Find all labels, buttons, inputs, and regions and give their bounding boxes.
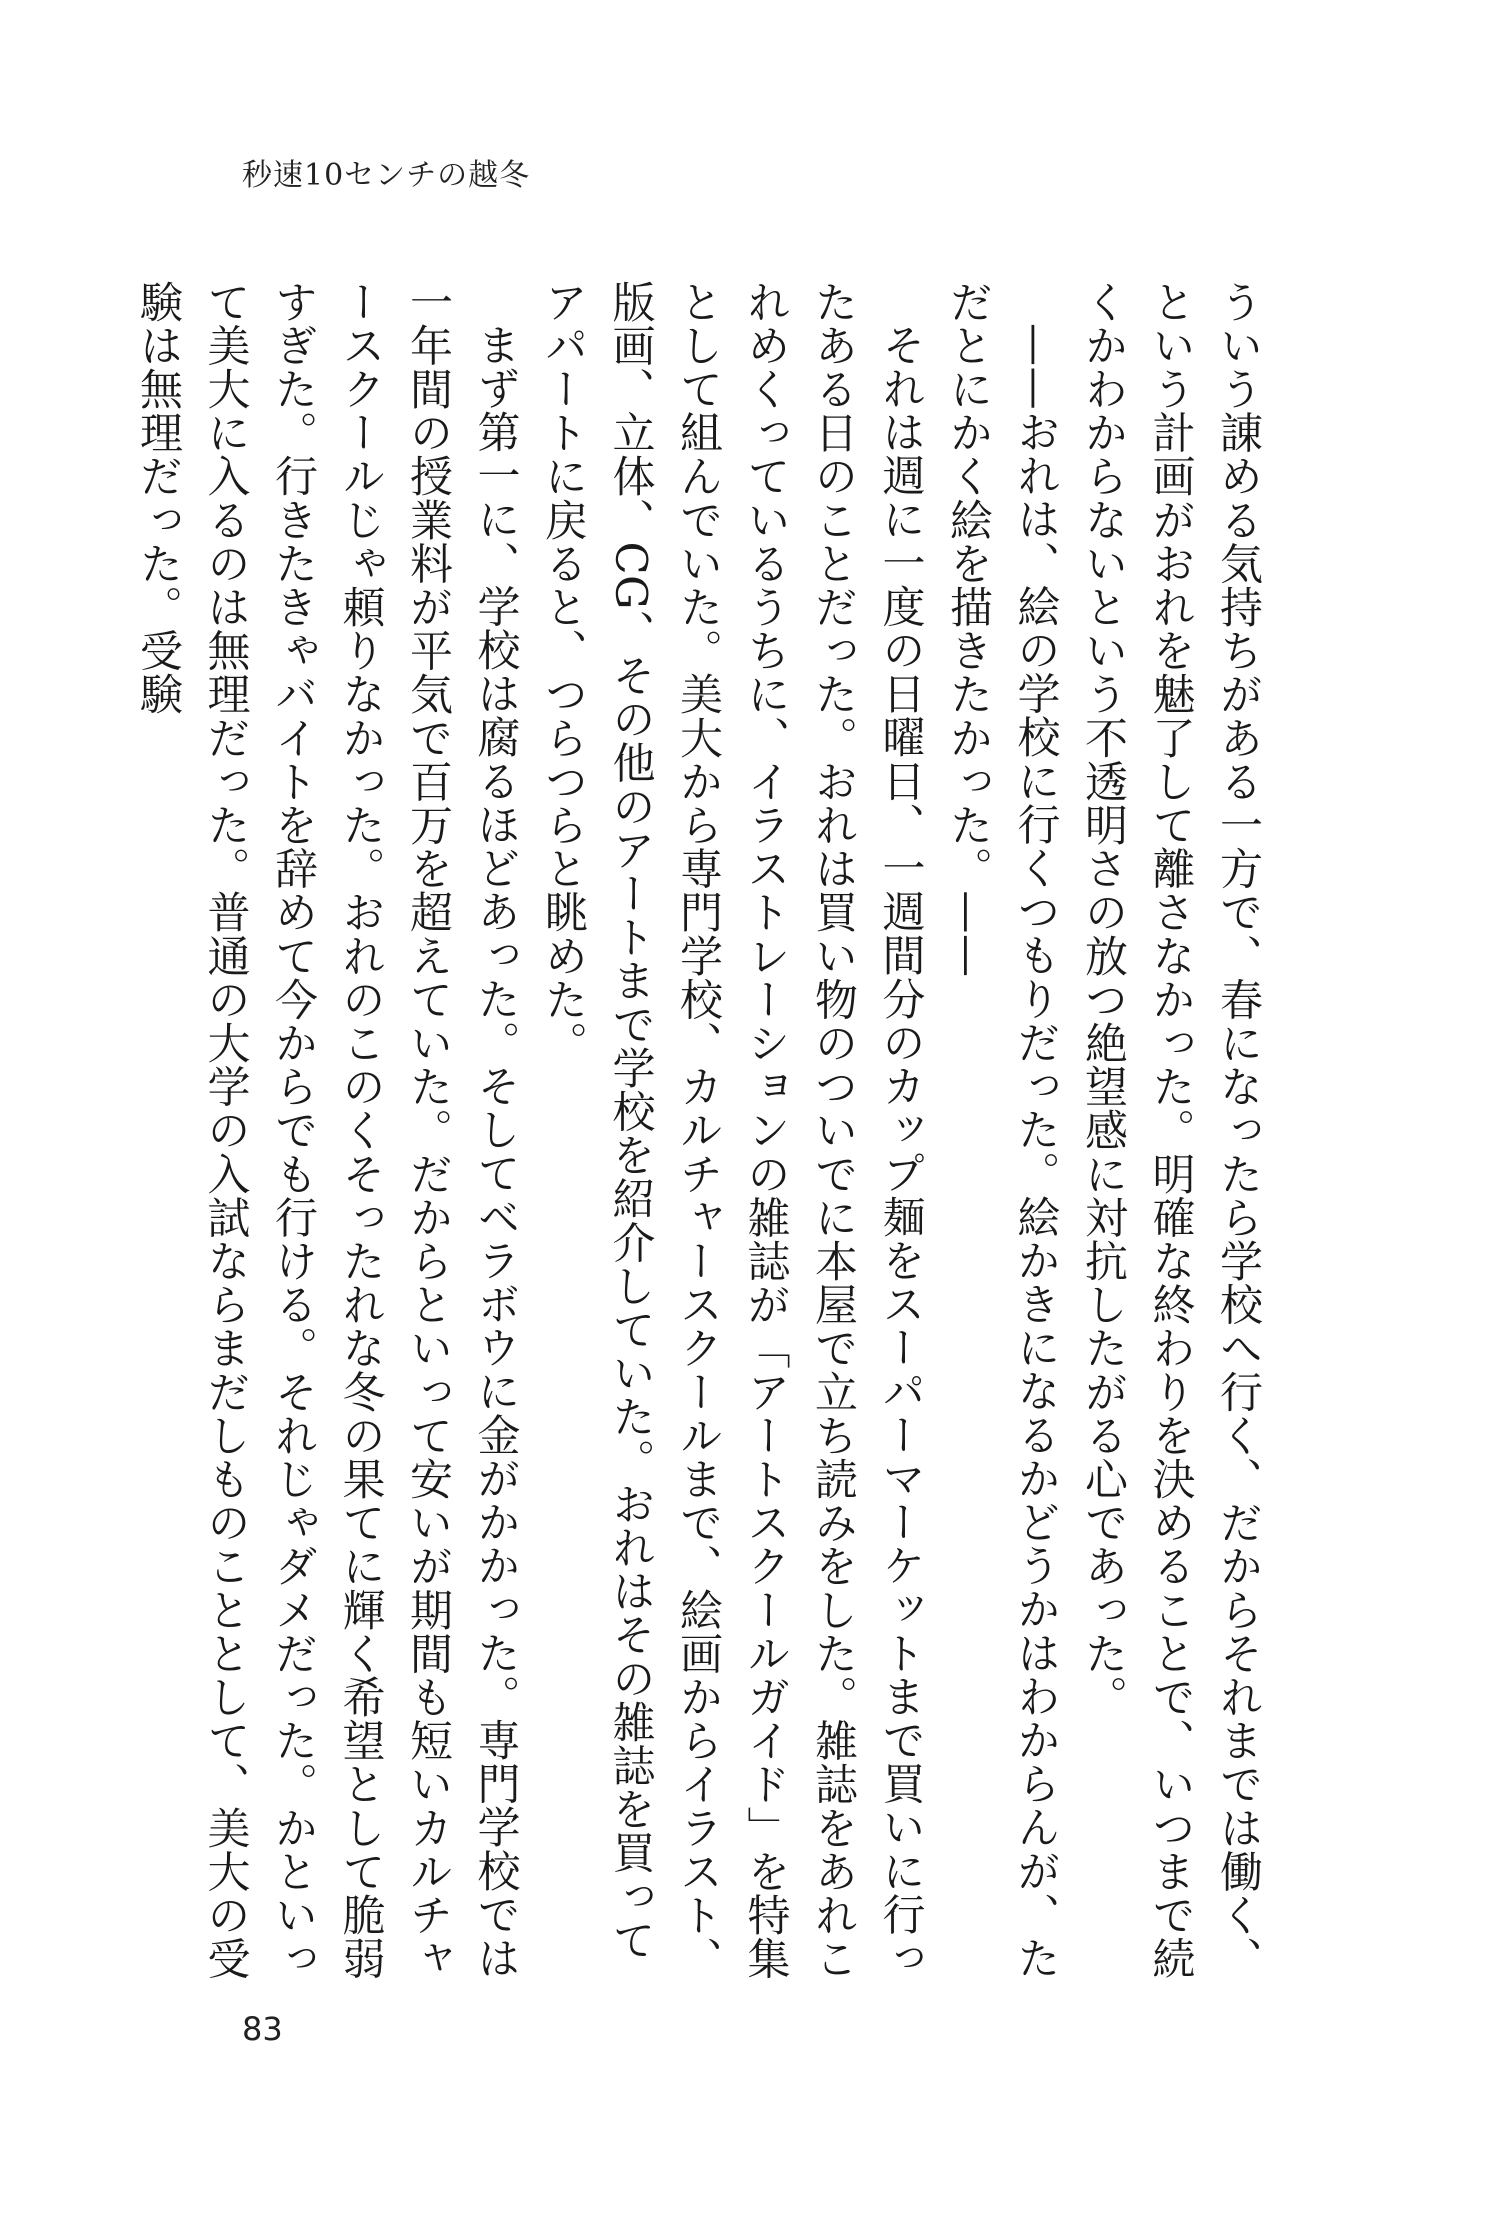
paragraph-dash: ——おれは、絵の学校に行くつもりだった。絵かきになるかどうかはわからんが、ただとにかく絵を描きたかった。—— xyxy=(943,280,1061,1980)
paragraph: まず第一に、学校は腐るほどあった。そしてベラボウに金がかかった。専門学校では一年間の授業料が平気で百万を超えていた。だからといって安いが期間も短いカルチャースクールじゃ頼りなかった。おれのこのくそったれな冬の果てに輝く希望として脆弱すぎた。行きたきゃバイトを辞めて今からでも行ける。それじゃダメだった。かといって美大に入るのは無理だった。普通の大学の入試ならまだしものこととして、美大の受験は無理だった。受験 xyxy=(133,280,521,1981)
vertical-body-text xyxy=(133,280,1271,1990)
paragraph-continuation: ういう諌める気持ちがある一方で、春になったら学校へ行く、だからそれまでは働く、という計画がおれを魅了して離さなかった。明確な終わりを決めることで、いつまで続くかわからないという不透明さの放つ絶望感に対抗したがる心であった。 xyxy=(1078,280,1263,1981)
page-number: 83 xyxy=(242,2010,283,2048)
running-header: 秒速10センチの越冬 xyxy=(242,158,531,193)
paragraph: それは週に一度の日曜日、一週間分のカップ麺をスーパーマーケットまで買いに行ったある日のことだった。おれは買い物のついでに本屋で立ち読みをした。雑誌をあれこれめくっているうちに、イラストレーションの雑誌が「アートスクールガイド」を特集として組んでいた。美大から専門学校、カルチャースクールまで、絵画からイラスト、版画、立体、CG、その他のアートまで学校を紹介していた。おれはその雑誌を買ってアパートに戻ると、つらつらと眺めた。 xyxy=(538,280,926,1981)
